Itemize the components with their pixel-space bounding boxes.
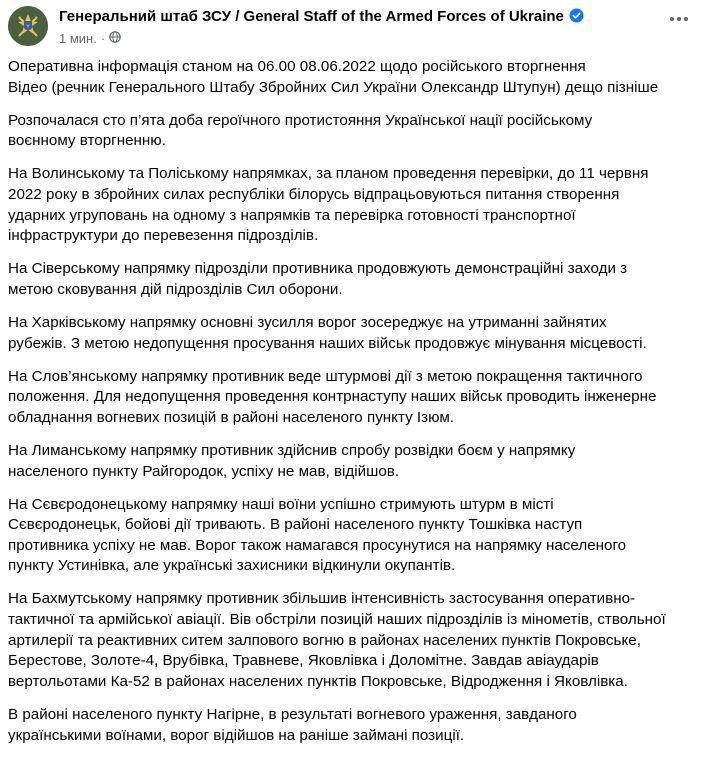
post-text-line: обладнання вогневих позицій в районі населеного пункту Ізюм. xyxy=(8,408,454,426)
post-text-line: пункту Устинівка, але українські захисники відкинули окупантів. xyxy=(8,557,456,575)
post-text-line: В районі населеного пункту Нагірне, в результаті вогневого ураження, завданого xyxy=(8,705,577,723)
post-text-line: тактичної та армійської авіації. Вів обстріли позицій наших підрозділів із мінометів, ствольної xyxy=(8,611,666,629)
post-paragraph xyxy=(8,57,698,98)
post-text-line: метою сковування дій підрозділів Сил оборони. xyxy=(8,280,343,298)
post-text-line: На Харківському напрямку основні зусилля ворог зосереджує на утриманні зайнятих xyxy=(8,313,607,331)
post-paragraph xyxy=(8,441,698,482)
post-text-line: Відео (речник Генерального Штабу Збройних Сил України Олександр Штупун) дещо пізніше xyxy=(8,78,659,96)
post-text-line: 2022 року в збройних силах республіки білорусь відпрацьовуються питання створення xyxy=(8,185,620,203)
post-paragraph xyxy=(8,111,698,152)
post-paragraph xyxy=(8,367,698,429)
post-text-line: воєнному вторгненню. xyxy=(8,132,166,150)
meta-separator: · xyxy=(100,31,106,46)
post-paragraph xyxy=(8,495,698,577)
more-dot xyxy=(670,17,674,21)
post-paragraph xyxy=(8,259,698,300)
more-options-icon[interactable] xyxy=(664,7,694,31)
post-text-line: На Бахмутському напрямку противник збільшив інтенсивність застосування оперативно- xyxy=(8,590,636,608)
post-text-line: На Сєвєродонецькому напрямку наші воїни успішно стримують штурм в місті xyxy=(8,495,554,513)
post-paragraph xyxy=(8,705,698,746)
author-name-text: Генеральний штаб ЗСУ / General Staff of the Armed Forces of Ukraine xyxy=(59,8,564,25)
post-body xyxy=(8,57,698,759)
post-text-line: Сєвєродонецьк, бойові дії тривають. В районі населеного пункту Тошківка наступ xyxy=(8,516,583,534)
post-paragraph xyxy=(8,589,698,692)
post-text-line: українськими воїнами, ворог відійшов на раніше займані позиції. xyxy=(8,726,465,744)
more-dot xyxy=(684,17,688,21)
author-name[interactable] xyxy=(59,8,584,27)
post-timestamp[interactable]: 1 мин. xyxy=(59,31,97,46)
post-paragraph xyxy=(8,164,698,246)
post-text-line: ударних угруповань на одному з напрямків та перевірка готовності транспортної xyxy=(8,206,576,224)
post-text-line: На Волинському та Поліському напрямках, за планом проведення перевірки, до 11 червня xyxy=(8,165,649,183)
post-text-line: населеного пункту Райгородок, успіху не мав, відійшов. xyxy=(8,462,400,480)
post-text-line: противника успіху не мав. Ворог також намагався просунутися на напрямку населеного xyxy=(8,536,627,554)
armed-forces-emblem-icon xyxy=(8,6,48,46)
post-paragraph xyxy=(8,313,698,354)
post-text-line: На Слов’янському напрямку противник веде штурмові дії з метою покращення тактичного xyxy=(8,367,643,385)
post-text-line: рубежів. З метою недопущення просування наших військ продовжує мінування місцевості. xyxy=(8,334,647,352)
post-header xyxy=(8,5,698,49)
post-text-line: положення. Для недопущення проведення контрнаступу наших військ проводить інженерне xyxy=(8,388,657,406)
globe-icon[interactable] xyxy=(109,31,121,46)
post-text-line: На Лиманському напрямку противник здійснив спробу розвідки боєм у напрямку xyxy=(8,441,576,459)
more-dot xyxy=(677,17,681,21)
post-text-line: інфраструктури до перевезення підрозділів. xyxy=(8,227,319,245)
avatar[interactable] xyxy=(8,6,48,46)
post-text-line: На Сіверському напрямку підрозділи противника продовжують демонстраційні заходи з xyxy=(8,260,628,278)
post-text-line: Розпочалася сто п’ята доба героїчного протистояння Української нації російському xyxy=(8,111,593,129)
post-text-line: Оперативна інформація станом на 06.00 08.06.2022 щодо російського вторгнення xyxy=(8,58,586,75)
post-text-line: артилерії та реактивних ситем залпового вогню в районах населених пунктів Покровське, xyxy=(8,631,641,649)
post-text-line: вертольотами Ка-52 в районах населених пунктів Покровське, Відродження і Яковлівка. xyxy=(8,672,628,690)
verified-badge-icon xyxy=(569,8,584,27)
post-meta xyxy=(59,31,121,46)
post-text-line: Берестове, Золоте-4, Врубівка, Травневе, Яковлівка і Доломітне. Завдав авіаударів xyxy=(8,652,599,670)
